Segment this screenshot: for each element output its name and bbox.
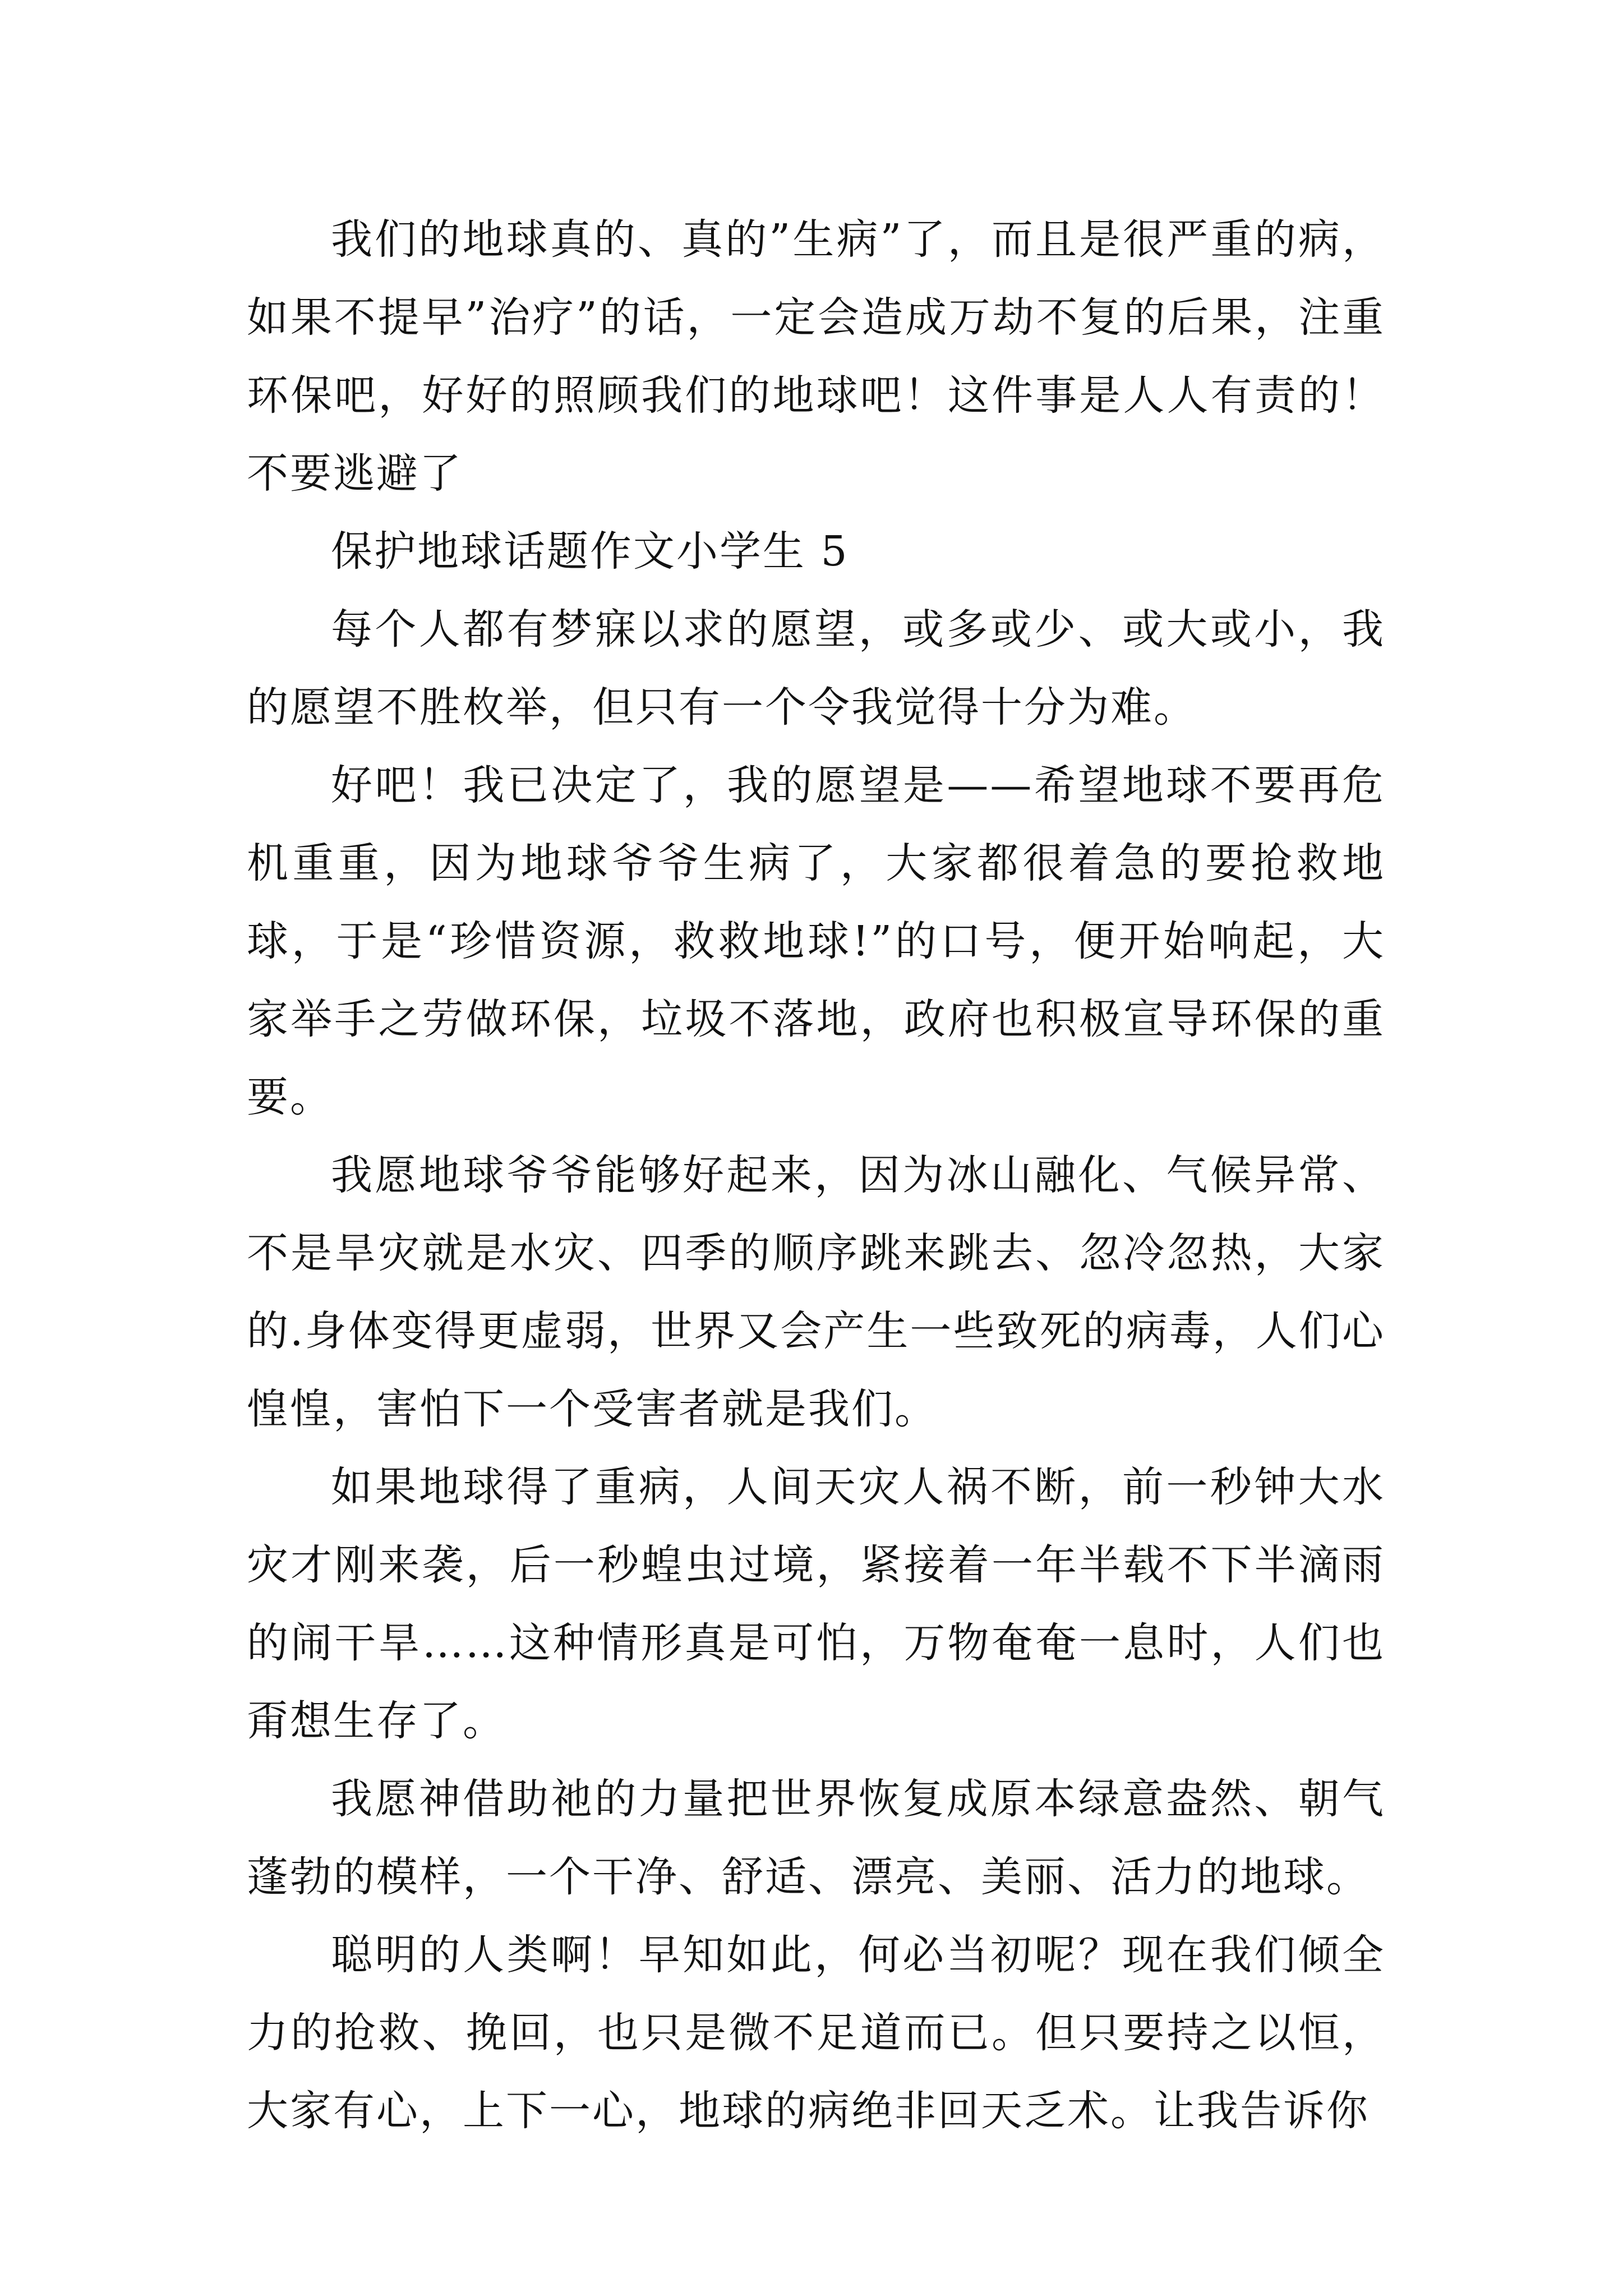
paragraph-6: 我愿神借助祂的力量把世界恢复成原本绿意盎然、朝气蓬勃的模样，一个干净、舒适、漂亮、美丽、活力的地球。: [247, 1775, 1385, 1901]
essay-heading: 保护地球话题作文小学生 5: [331, 527, 849, 576]
paragraph-2: 每个人都有梦寐以求的愿望，或多或少、或大或小，我的愿望不胜枚举，但只有一个令我觉得十分为难。: [247, 605, 1385, 731]
paragraph-4: 我愿地球爷爷能够好起来，因为冰山融化、气候异常、不是旱灾就是水灾、四季的顺序跳来跳去、忽冷忽热，大家的.身体变得更虚弱，世界又会产生一些致死的病毒，人们心惶惶，害怕下一个受害者就是我们。: [247, 1151, 1385, 1433]
paragraph-7: 聪明的人类啊！早知如此，何必当初呢？现在我们倾全力的抢救、挽回，也只是微不足道而已。但只要持之以恒，大家有心，上下一心，地球的病绝非回天乏术。让我告诉你: [247, 1931, 1385, 2135]
paragraph-1: 我们的地球真的、真的”生病”了，而且是很严重的病，如果不提早”治疗”的话，一定会造成万劫不复的后果，注重环保吧，好好的照顾我们的地球吧！这件事是人人有责的！不要逃避了: [247, 215, 1385, 498]
paragraph-5: 如果地球得了重病，人间天灾人祸不断，前一秒钟大水灾才刚来袭，后一秒蝗虫过境，紧接着一年半载不下半滴雨的闹干旱……这种情形真是可怕，万物奄奄一息时，人们也甭想生存了。: [247, 1463, 1385, 1745]
paragraph-3: 好吧！我已决定了，我的愿望是——希望地球不要再危机重重，因为地球爷爷生病了，大家都很着急的要抢救地球，于是“珍惜资源，救救地球!”的口号，便开始响起，大家举手之劳做环保，垃圾不落地，政府也积极宣导环保的重要。: [247, 761, 1385, 1121]
document-body: [247, 201, 1385, 2150]
